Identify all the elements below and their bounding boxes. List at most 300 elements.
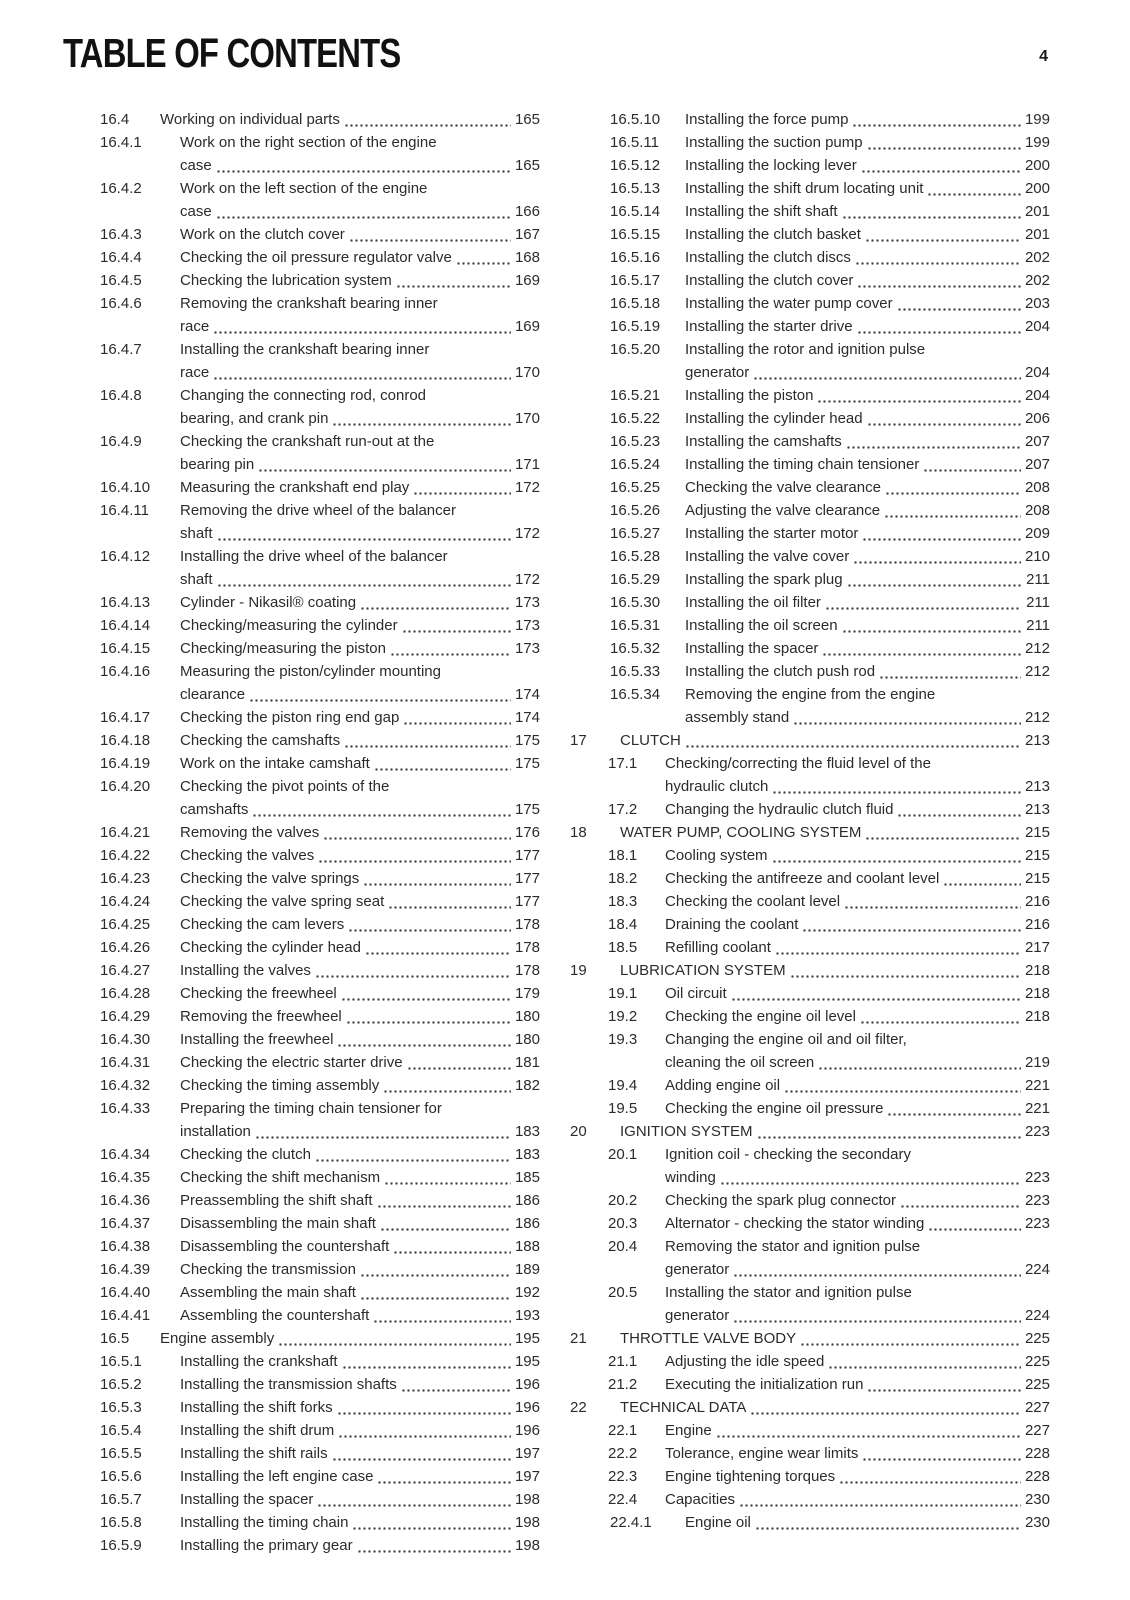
toc-entry-number: 16.4.25 bbox=[100, 916, 151, 933]
toc-leader-dots bbox=[757, 1136, 1021, 1139]
toc-leader-dots bbox=[344, 124, 511, 127]
toc-entry-number: 16.4.14 bbox=[100, 617, 151, 634]
toc-entry bbox=[570, 315, 1050, 338]
toc-entry-body bbox=[180, 1005, 540, 1028]
toc-leader-dots bbox=[865, 837, 1021, 840]
toc-entry bbox=[570, 591, 1050, 614]
toc-entry-page: 215 bbox=[1024, 870, 1050, 887]
toc-entry bbox=[100, 1419, 540, 1442]
toc-entry-number: 21.1 bbox=[608, 1353, 638, 1370]
toc-leader-dots bbox=[365, 952, 511, 955]
toc-entry bbox=[570, 1258, 1050, 1281]
toc-entry-title: Removing the stator and ignition pulse bbox=[665, 1238, 921, 1255]
toc-entry-title: Checking the lubrication system bbox=[180, 272, 392, 289]
toc-entry-page: 173 bbox=[514, 594, 540, 611]
toc-entry bbox=[570, 1419, 1050, 1442]
toc-leader-dots bbox=[793, 722, 1021, 725]
toc-entry-title: winding bbox=[665, 1169, 716, 1186]
toc-entry-body bbox=[180, 407, 540, 430]
toc-entry-title: Engine oil bbox=[685, 1514, 751, 1531]
toc-entry-title: Work on the left section of the engine bbox=[180, 180, 428, 197]
toc-entry-number bbox=[100, 200, 180, 223]
toc-entry-body bbox=[180, 315, 540, 338]
toc-entry-page: 230 bbox=[1024, 1491, 1050, 1508]
toc-entry-number: 16.4.15 bbox=[100, 640, 151, 657]
toc-leader-dots bbox=[867, 423, 1021, 426]
toc-entry-title: Checking the valve spring seat bbox=[180, 893, 385, 910]
toc-entry-title: Adding engine oil bbox=[665, 1077, 781, 1094]
toc-entry-body bbox=[180, 591, 540, 614]
toc-entry bbox=[100, 1465, 540, 1488]
toc-entry-title: Installing the water pump cover bbox=[685, 295, 893, 312]
toc-entry-page: 172 bbox=[514, 525, 540, 542]
toc-entry bbox=[570, 1304, 1050, 1327]
toc-entry bbox=[100, 430, 540, 453]
toc-entry-title: Installing the shift forks bbox=[180, 1399, 333, 1416]
toc-leader-dots bbox=[360, 1297, 511, 1300]
toc-entry-body bbox=[180, 246, 540, 269]
toc-entry-number: 16.5.10 bbox=[610, 111, 661, 128]
toc-entry bbox=[100, 315, 540, 338]
toc-entry-body bbox=[665, 1097, 1050, 1120]
toc-entry bbox=[570, 729, 1050, 752]
toc-entry bbox=[100, 637, 540, 660]
toc-column-left bbox=[100, 108, 540, 1557]
toc-entry-body bbox=[685, 177, 1050, 200]
toc-entry-body bbox=[665, 844, 1050, 867]
toc-entry-page: 199 bbox=[1024, 134, 1050, 151]
toc-entry-title: Checking the spark plug connector bbox=[665, 1192, 896, 1209]
toc-entry-page: 166 bbox=[514, 203, 540, 220]
toc-entry-page: 179 bbox=[514, 985, 540, 1002]
toc-leader-dots bbox=[887, 1113, 1021, 1116]
toc-entry bbox=[570, 407, 1050, 430]
toc-entry-page: 215 bbox=[1024, 847, 1050, 864]
toc-entry-page: 197 bbox=[514, 1445, 540, 1462]
toc-entry-page: 224 bbox=[1024, 1307, 1050, 1324]
toc-entry-number bbox=[570, 1304, 665, 1327]
toc-leader-dots bbox=[772, 860, 1021, 863]
toc-entry-body bbox=[180, 959, 540, 982]
toc-entry bbox=[570, 890, 1050, 913]
toc-entry bbox=[100, 476, 540, 499]
toc-entry-body bbox=[685, 407, 1050, 430]
toc-leader-dots bbox=[775, 952, 1021, 955]
toc-entry bbox=[100, 407, 540, 430]
toc-entry-page: 216 bbox=[1024, 916, 1050, 933]
toc-entry bbox=[570, 1212, 1050, 1235]
toc-entry-number: 17.1 bbox=[608, 755, 638, 772]
toc-entry bbox=[100, 545, 540, 568]
toc-entry-page: 230 bbox=[1024, 1514, 1050, 1531]
toc-entry-title: Checking the transmission bbox=[180, 1261, 356, 1278]
toc-entry-number: 16.5.24 bbox=[610, 456, 661, 473]
toc-leader-dots bbox=[790, 975, 1021, 978]
toc-leader-dots bbox=[380, 1228, 511, 1231]
toc-entry bbox=[100, 131, 540, 154]
toc-entry-page: 170 bbox=[514, 364, 540, 381]
toc-entry-title: Checking the valve clearance bbox=[685, 479, 881, 496]
toc-entry-body bbox=[665, 1488, 1050, 1511]
toc-entry-title: Checking the shift mechanism bbox=[180, 1169, 381, 1186]
toc-leader-dots bbox=[860, 1021, 1021, 1024]
toc-entry-page: 186 bbox=[514, 1192, 540, 1209]
toc-entry-title: Installing the shift shaft bbox=[685, 203, 838, 220]
toc-entry bbox=[570, 637, 1050, 660]
toc-entry-title: Checking the antifreeze and coolant level bbox=[665, 870, 940, 887]
toc-entry-title: THROTTLE VALVE BODY bbox=[620, 1330, 797, 1347]
toc-entry-body bbox=[180, 660, 540, 683]
toc-leader-dots bbox=[839, 1481, 1021, 1484]
toc-leader-dots bbox=[456, 262, 511, 265]
toc-entry-page: 177 bbox=[514, 870, 540, 887]
toc-entry-body bbox=[665, 1419, 1050, 1442]
toc-entry-title: Removing the freewheel bbox=[180, 1008, 342, 1025]
toc-entry-title: Installing the spacer bbox=[685, 640, 819, 657]
toc-entry-number bbox=[570, 361, 685, 384]
toc-leader-dots bbox=[720, 1182, 1021, 1185]
toc-entry bbox=[100, 269, 540, 292]
toc-entry-number: 16.5.8 bbox=[100, 1514, 142, 1531]
toc-entry-title: generator bbox=[685, 364, 750, 381]
toc-entry-title: Capacities bbox=[665, 1491, 736, 1508]
toc-entry bbox=[570, 913, 1050, 936]
toc-entry-body bbox=[180, 913, 540, 936]
toc-entry-body bbox=[180, 1051, 540, 1074]
toc-entry-title: Removing the crankshaft bearing inner bbox=[180, 295, 438, 312]
toc-entry-body bbox=[180, 936, 540, 959]
toc-entry bbox=[100, 1258, 540, 1281]
toc-entry bbox=[570, 1327, 1050, 1350]
toc-entry-title: Installing the crankshaft bbox=[180, 1353, 338, 1370]
toc-entry-page: 174 bbox=[514, 686, 540, 703]
toc-entry-title: Installing the locking lever bbox=[685, 157, 857, 174]
toc-entry-title: Work on the clutch cover bbox=[180, 226, 345, 243]
toc-leader-dots bbox=[377, 1481, 511, 1484]
toc-entry-number: 16.4.11 bbox=[100, 502, 149, 519]
toc-entry-page: 207 bbox=[1024, 433, 1050, 450]
toc-entry-body bbox=[665, 752, 1050, 775]
toc-leader-dots bbox=[252, 814, 511, 817]
toc-entry-body bbox=[665, 1373, 1050, 1396]
toc-entry-body bbox=[665, 936, 1050, 959]
toc-leader-dots bbox=[338, 1435, 511, 1438]
toc-entry-page: 225 bbox=[1024, 1376, 1050, 1393]
toc-entry-body bbox=[685, 361, 1050, 384]
toc-entry bbox=[100, 798, 540, 821]
toc-leader-dots bbox=[344, 745, 511, 748]
toc-entry-body bbox=[665, 1005, 1050, 1028]
toc-entry-body bbox=[180, 1304, 540, 1327]
toc-entry-title: Preparing the timing chain tensioner for bbox=[180, 1100, 442, 1117]
toc-entry-number: 22.1 bbox=[608, 1422, 638, 1439]
toc-leader-dots bbox=[865, 239, 1021, 242]
toc-entry bbox=[570, 1442, 1050, 1465]
toc-entry-title: Installing the left engine case bbox=[180, 1468, 374, 1485]
toc-entry-page: 180 bbox=[514, 1031, 540, 1048]
toc-entry bbox=[570, 384, 1050, 407]
toc-entry-body bbox=[180, 292, 540, 315]
toc-entry-page: 212 bbox=[1024, 709, 1050, 726]
toc-entry-body bbox=[620, 821, 1050, 844]
toc-entry-page: 183 bbox=[514, 1146, 540, 1163]
toc-entry-title: race bbox=[180, 318, 210, 335]
toc-entry-number: 16.5.28 bbox=[610, 548, 661, 565]
toc-entry-number: 16.4.24 bbox=[100, 893, 151, 910]
toc-entry-body bbox=[180, 1281, 540, 1304]
toc-entry-body bbox=[180, 1143, 540, 1166]
toc-entry-body bbox=[180, 752, 540, 775]
toc-entry bbox=[570, 1465, 1050, 1488]
toc-entry-body bbox=[180, 545, 540, 568]
toc-entry bbox=[570, 131, 1050, 154]
toc-leader-dots bbox=[360, 1274, 511, 1277]
toc-entry-body bbox=[665, 1028, 1050, 1051]
toc-leader-dots bbox=[360, 607, 511, 610]
toc-entry-page: 225 bbox=[1024, 1330, 1050, 1347]
toc-entry-body bbox=[620, 729, 1050, 752]
toc-entry bbox=[100, 1350, 540, 1373]
toc-entry-title: Installing the timing chain bbox=[180, 1514, 349, 1531]
toc-leader-dots bbox=[733, 1274, 1021, 1277]
toc-entry-number bbox=[100, 568, 180, 591]
toc-entry-page: 185 bbox=[514, 1169, 540, 1186]
toc-leader-dots bbox=[216, 170, 511, 173]
toc-entry-body bbox=[665, 1166, 1050, 1189]
toc-entry-title: Executing the initialization run bbox=[665, 1376, 864, 1393]
toc-entry-title: race bbox=[180, 364, 210, 381]
toc-leader-dots bbox=[753, 377, 1021, 380]
toc-leader-dots bbox=[847, 584, 1021, 587]
toc-entry-page: 176 bbox=[514, 824, 540, 841]
toc-entry-number: 16.5.5 bbox=[100, 1445, 142, 1462]
toc-entry-body bbox=[180, 1235, 540, 1258]
toc-entry-body bbox=[665, 1074, 1050, 1097]
toc-entry-page: 197 bbox=[514, 1468, 540, 1485]
toc-entry-title: Checking the cylinder head bbox=[180, 939, 361, 956]
toc-entry-body bbox=[180, 729, 540, 752]
toc-entry-title: cleaning the oil screen bbox=[665, 1054, 815, 1071]
toc-entry bbox=[570, 200, 1050, 223]
toc-entry-title: WATER PUMP, COOLING SYSTEM bbox=[620, 824, 862, 841]
toc-entry-body bbox=[180, 775, 540, 798]
toc-entry-body bbox=[180, 890, 540, 913]
toc-entry bbox=[100, 982, 540, 1005]
toc-entry-number: 16.5.25 bbox=[610, 479, 661, 496]
toc-entry-title: Changing the connecting rod, conrod bbox=[180, 387, 427, 404]
toc-entry-page: 223 bbox=[1024, 1192, 1050, 1209]
toc-entry bbox=[570, 1074, 1050, 1097]
toc-entry-title: Assembling the main shaft bbox=[180, 1284, 356, 1301]
toc-entry-page: 180 bbox=[514, 1008, 540, 1025]
toc-entry-page: 211 bbox=[1026, 617, 1050, 634]
toc-entry-title: IGNITION SYSTEM bbox=[620, 1123, 753, 1140]
toc-entry-body bbox=[180, 131, 540, 154]
toc-entry-number: 16.5.30 bbox=[610, 594, 661, 611]
toc-leader-dots bbox=[828, 1366, 1021, 1369]
toc-entry-body bbox=[180, 821, 540, 844]
toc-entry-body bbox=[180, 430, 540, 453]
toc-entry-title: Installing the cylinder head bbox=[685, 410, 863, 427]
toc-entry-number: 16.5.22 bbox=[610, 410, 661, 427]
toc-entry-number: 16.5.32 bbox=[610, 640, 661, 657]
toc-entry-page: 169 bbox=[514, 272, 540, 289]
toc-entry bbox=[570, 798, 1050, 821]
toc-entry-page: 223 bbox=[1024, 1215, 1050, 1232]
toc-entry-page: 196 bbox=[514, 1399, 540, 1416]
toc-entry-body bbox=[180, 1166, 540, 1189]
toc-leader-dots bbox=[363, 883, 511, 886]
toc-entry-page: 221 bbox=[1024, 1100, 1050, 1117]
toc-entry-body bbox=[620, 1120, 1050, 1143]
toc-entry bbox=[570, 499, 1050, 522]
toc-entry-number: 16.4.39 bbox=[100, 1261, 151, 1278]
toc-entry-body bbox=[665, 1258, 1050, 1281]
toc-leader-dots bbox=[317, 1504, 511, 1507]
toc-entry-title: Installing the suction pump bbox=[685, 134, 863, 151]
toc-entry-body bbox=[180, 1074, 540, 1097]
toc-entry bbox=[100, 844, 540, 867]
toc-entry-title: Checking/correcting the fluid level of the bbox=[665, 755, 931, 772]
toc-entry-number bbox=[570, 1166, 665, 1189]
toc-entry-body bbox=[180, 200, 540, 223]
toc-entry-page: 211 bbox=[1026, 571, 1050, 588]
toc-entry-title: Installing the freewheel bbox=[180, 1031, 334, 1048]
toc-entry-body bbox=[685, 315, 1050, 338]
toc-entry-body bbox=[665, 867, 1050, 890]
toc-entry-title: Installing the valves bbox=[180, 962, 311, 979]
toc-entry bbox=[100, 453, 540, 476]
toc-entry-title: Engine assembly bbox=[160, 1330, 275, 1347]
toc-entry-body bbox=[180, 384, 540, 407]
toc-entry bbox=[100, 936, 540, 959]
toc-leader-dots bbox=[884, 515, 1021, 518]
toc-entry-page: 218 bbox=[1024, 1008, 1050, 1025]
toc-entry-title: Installing the camshafts bbox=[685, 433, 842, 450]
toc-entry-number: 16.5.23 bbox=[610, 433, 661, 450]
toc-leader-dots bbox=[755, 1527, 1021, 1530]
toc-entry-page: 215 bbox=[1024, 824, 1050, 841]
toc-entry-title: Disassembling the main shaft bbox=[180, 1215, 376, 1232]
toc-entry-number: 16.4.4 bbox=[100, 249, 142, 266]
toc-entry-number: 16.4.18 bbox=[100, 732, 151, 749]
toc-leader-dots bbox=[373, 1320, 511, 1323]
toc-entry-page: 202 bbox=[1024, 249, 1050, 266]
toc-entry-page: 209 bbox=[1024, 525, 1050, 542]
toc-entry-number: 16.5.3 bbox=[100, 1399, 142, 1416]
toc-entry bbox=[570, 660, 1050, 683]
toc-entry-title: CLUTCH bbox=[620, 732, 681, 749]
toc-leader-dots bbox=[352, 1527, 511, 1530]
toc-entry bbox=[570, 1373, 1050, 1396]
toc-leader-dots bbox=[213, 377, 511, 380]
toc-entry bbox=[100, 223, 540, 246]
toc-entry-number: 16.4.2 bbox=[100, 180, 142, 197]
toc-entry bbox=[570, 476, 1050, 499]
toc-entry-title: Assembling the countershaft bbox=[180, 1307, 370, 1324]
toc-leader-dots bbox=[731, 998, 1021, 1001]
toc-entry-page: 202 bbox=[1024, 272, 1050, 289]
toc-entry bbox=[570, 1166, 1050, 1189]
toc-leader-dots bbox=[842, 630, 1021, 633]
toc-entry-number bbox=[100, 522, 180, 545]
toc-entry-page: 228 bbox=[1024, 1445, 1050, 1462]
toc-entry-title: Installing the stator and ignition pulse bbox=[665, 1284, 912, 1301]
toc-entry-number: 16.5.18 bbox=[610, 295, 661, 312]
toc-entry-body bbox=[180, 614, 540, 637]
toc-entry-body bbox=[180, 683, 540, 706]
toc-entry-body bbox=[180, 1442, 540, 1465]
toc-entry-page: 167 bbox=[514, 226, 540, 243]
toc-entry bbox=[570, 223, 1050, 246]
toc-leader-dots bbox=[374, 768, 511, 771]
toc-entry-title: bearing pin bbox=[180, 456, 255, 473]
toc-entry-number: 21 bbox=[570, 1330, 587, 1347]
toc-entry-number: 16.4.6 bbox=[100, 295, 142, 312]
toc-entry-number: 16.4.41 bbox=[100, 1307, 151, 1324]
toc-entry-page: 201 bbox=[1024, 226, 1050, 243]
toc-leader-dots bbox=[716, 1435, 1021, 1438]
toc-entry bbox=[100, 1442, 540, 1465]
toc-entry-page: 178 bbox=[514, 916, 540, 933]
toc-entry-title: Measuring the piston/cylinder mounting bbox=[180, 663, 441, 680]
toc-entry-number: 16.4.20 bbox=[100, 778, 151, 795]
toc-entry-page: 172 bbox=[514, 571, 540, 588]
toc-entry-number: 16.4.36 bbox=[100, 1192, 151, 1209]
toc-entry-body bbox=[180, 269, 540, 292]
toc-entry-number: 20.2 bbox=[608, 1192, 638, 1209]
toc-entry-title: Refilling coolant bbox=[665, 939, 771, 956]
toc-entry bbox=[100, 292, 540, 315]
toc-entry-body bbox=[180, 1120, 540, 1143]
toc-entry-page: 201 bbox=[1024, 203, 1050, 220]
toc-entry-page: 218 bbox=[1024, 985, 1050, 1002]
toc-entry bbox=[100, 614, 540, 637]
toc-entry-body bbox=[180, 1419, 540, 1442]
toc-entry bbox=[100, 1488, 540, 1511]
toc-entry-body bbox=[685, 430, 1050, 453]
toc-entry-number: 16.4.27 bbox=[100, 962, 151, 979]
toc-leader-dots bbox=[862, 1458, 1021, 1461]
toc-entry-body bbox=[180, 223, 540, 246]
toc-entry-number bbox=[570, 1258, 665, 1281]
toc-entry-page: 208 bbox=[1024, 502, 1050, 519]
toc-entry-body bbox=[180, 338, 540, 361]
toc-entry-page: 189 bbox=[514, 1261, 540, 1278]
toc-entry-title: camshafts bbox=[180, 801, 249, 818]
toc-entry-number bbox=[100, 361, 180, 384]
toc-leader-dots bbox=[278, 1343, 511, 1346]
toc-entry-body bbox=[180, 499, 540, 522]
toc-entry-page: 174 bbox=[514, 709, 540, 726]
toc-leader-dots bbox=[943, 883, 1021, 886]
toc-entry-number bbox=[570, 1051, 665, 1074]
toc-entry-page: 175 bbox=[514, 732, 540, 749]
toc-column-right bbox=[570, 108, 1050, 1534]
toc-entry-body bbox=[160, 1327, 540, 1350]
toc-entry-title: Installing the rotor and ignition pulse bbox=[685, 341, 926, 358]
toc-entry-number bbox=[570, 706, 685, 729]
toc-entry-number bbox=[100, 154, 180, 177]
toc-entry bbox=[100, 1097, 540, 1120]
toc-entry-number: 16.5.11 bbox=[610, 134, 659, 151]
toc-entry bbox=[100, 338, 540, 361]
toc-entry-body bbox=[685, 453, 1050, 476]
toc-entry-title: Installing the shift drum locating unit bbox=[685, 180, 924, 197]
toc-entry bbox=[570, 1350, 1050, 1373]
toc-entry-page: 192 bbox=[514, 1284, 540, 1301]
toc-entry-page: 227 bbox=[1024, 1422, 1050, 1439]
